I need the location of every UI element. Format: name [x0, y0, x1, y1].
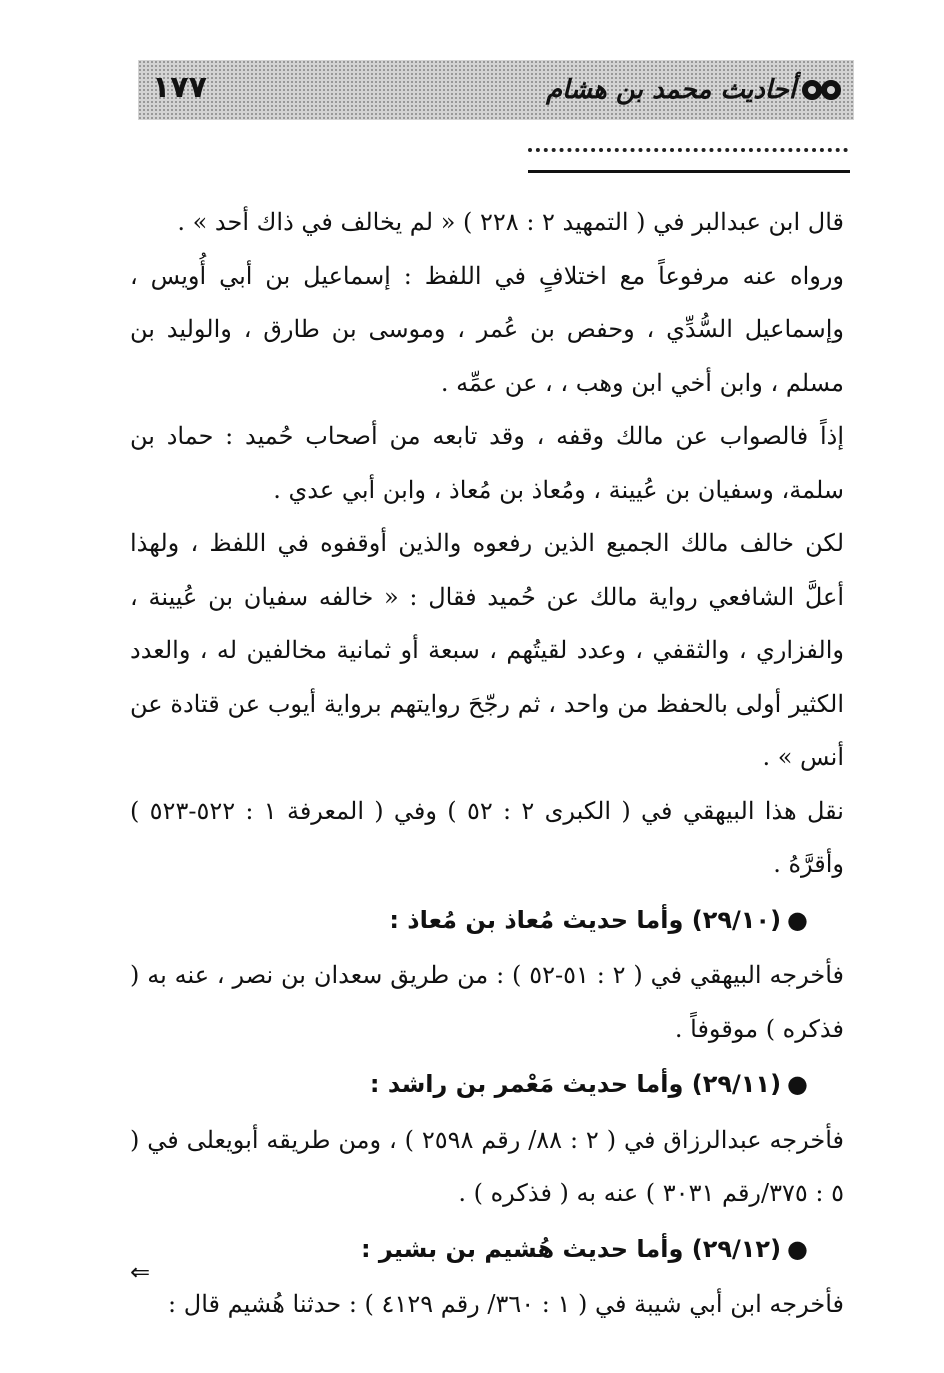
bullet-icon: ● [787, 1070, 808, 1098]
section-heading [130, 894, 844, 948]
paragraph: لكن خالف مالك الجميع الذين رفعوه والذين أوقفوه في اللفظ ، ولهذا أعلَّ الشافعي رواية مالك عن حُميد فقال : « خالفه سفيان بن عُيينة ، والفزاري ، والثقفي ، وعدد لقيتُهم ، سبعة أو ثمانية مخالفين له ، والعدد الكثير أولى بالحفظ من واحد ، ثم رجّحَ روايتهم برواية أيوب عن قتادة عن أنس » . [130, 529, 845, 771]
continuation-arrow-icon: ⇐ [130, 1258, 151, 1286]
section-heading-text: (٢٩/١٠) وأما حديث مُعاذ بن مُعاذ : [389, 905, 782, 934]
bullet-icon: ● [787, 1234, 808, 1263]
solid-separator [528, 170, 850, 173]
dotted-separator [528, 148, 848, 152]
section-heading-text: (٢٩/١١) وأما حديث مَعْمر بن راشد : [369, 1070, 782, 1098]
paragraph: فأخرجه ابن أبي شيبة في ( ١ : ٣٦٠/ رقم ٤١٢٩ ) : حدثنا هُشيم قال : [168, 1290, 844, 1318]
running-title: أحاديث محمد بن هشام [545, 75, 796, 105]
page-number: ١٧٧ [152, 70, 207, 105]
double-circle-ornament-icon [802, 80, 842, 102]
paragraph: ورواه عنه مرفوعاً مع اختلافٍ في اللفظ : إسماعيل بن أبي أُويس ، وإسماعيل السُّدِّي ، وحفص بن عُمر ، وموسى بن طارق ، والوليد بن مسلم ، وابن أخي ابن وهب ، ، عن عمِّه . [130, 261, 844, 397]
section-heading [130, 1223, 844, 1277]
bullet-icon: ● [787, 905, 808, 934]
section-heading [130, 1058, 844, 1112]
paragraph: إذاً فالصواب عن مالك وقفه ، وقد تابعه من أصحاب حُميد : حماد بن سلمة، وسفيان بن عُيينة ، ومُعاذ بن مُعاذ ، وابن أبي عدي . [130, 422, 844, 504]
paragraph: قال ابن عبدالبر في ( التمهيد ٢ : ٢٢٨ ) « لم يخالف في ذاك أحد » . [177, 208, 844, 236]
running-header [138, 60, 854, 120]
paragraph: نقل هذا البيهقي في ( الكبرى ٢ : ٥٢ ) وفي ( المعرفة ١ : ٥٢٢-٥٢٣ ) وأقرَّهُ . [130, 796, 844, 878]
paragraph: فأخرجه عبدالرزاق في ( ٢ : ٨٨/ رقم ٢٥٩٨ ) ، ومن طريقه أبويعلى في ( ٥ : ٣٧٥/رقم ٣٠٣١ ) عنه به ( فذكره ) . [130, 1125, 845, 1207]
section-heading-text: (٢٩/١٢) وأما حديث هُشيم بن بشير : [360, 1234, 782, 1263]
paragraph: فأخرجه البيهقي في ( ٢ : ٥١-٥٢ ) : من طريق سعدان بن نصر ، عنه به ( فذكره ) موقوفاً . [130, 961, 845, 1043]
page-body [130, 196, 844, 1332]
